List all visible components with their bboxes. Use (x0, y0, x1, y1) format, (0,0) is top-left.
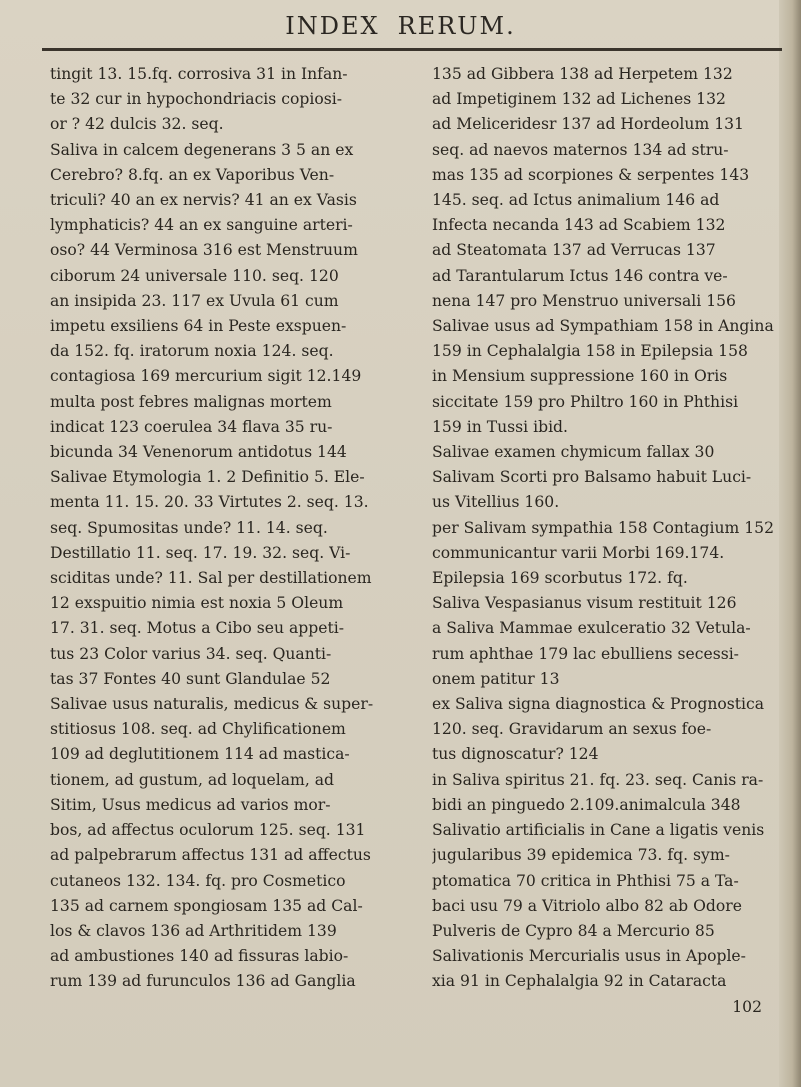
left-index-line: indicat 123 coerulea 34 flava 35 ru- (50, 417, 333, 436)
left-index-line: triculi? 40 an ex nervis? 41 an ex Vasis (50, 191, 357, 210)
left-index-line: tingit 13. 15.fq. corrosiva 31 in Infan- (50, 65, 348, 83)
left-index-line: tas 37 Fontes 40 sunt Glandulae 52 (50, 669, 331, 688)
left-index-line: stitiosus 108. seq. ad Chylificationem (50, 720, 346, 739)
left-index-line: 17. 31. seq. Motus a Cibo seu appeti- (50, 619, 345, 638)
left-index-line: multa post febres malignas mortem (50, 392, 332, 411)
left-index-line: cutaneos 132. 134. fq. pro Cosmetico (50, 871, 346, 890)
left-index-line: bicunda 34 Venenorum antidotus 144 (50, 443, 347, 462)
left-index-line: ad palpebrarum affectus 131 ad affectus (50, 846, 371, 865)
header-rule (42, 48, 782, 51)
left-index-line: 135 ad carnem spongiosam 135 ad Cal- (50, 896, 363, 915)
right-index-line: 135 ad Gibbera 138 ad Herpetem 132 (432, 65, 733, 83)
right-index-line: 102 (732, 997, 762, 1016)
left-index-line: impetu exsiliens 64 in Peste exspuen- (50, 317, 347, 336)
right-index-line: us Vitellius 160. (432, 493, 560, 512)
right-index-line: Infecta necanda 143 ad Scabiem 132 (432, 216, 726, 235)
right-index-line: a Saliva Mammae exulceratio 32 Vetula- (432, 619, 751, 638)
left-index-line: bos, ad affectus oculorum 125. seq. 131 (50, 821, 366, 840)
right-index-line: 120. seq. Gravidarum an sexus foe- (432, 720, 712, 739)
left-index-line: te 32 cur in hypochondriacis copiosi- (50, 90, 342, 109)
left-index-line: menta 11. 15. 20. 33 Virtutes 2. seq. 13. (50, 493, 369, 512)
right-index-line: Salivationis Mercurialis usus in Apople- (432, 947, 746, 966)
right-index-line: communicantur varii Morbi 169.174. (432, 543, 725, 562)
left-index-line: rum 139 ad furunculos 136 ad Ganglia (50, 972, 356, 991)
right-index-line: onem patitur 13 (432, 669, 560, 688)
right-index-line: siccitate 159 pro Philtro 160 in Phthisi (432, 392, 739, 411)
left-index-line: an insipida 23. 117 ex Uvula 61 cum (50, 291, 339, 310)
right-index-line: Salivatio artificialis in Cane a ligatis venis (432, 821, 765, 840)
left-index-line: da 152. fq. iratorum noxia 124. seq. (50, 342, 334, 361)
left-index-line: 109 ad deglutitionem 114 ad mastica- (50, 745, 350, 764)
left-index-line: tionem, ad gustum, ad loquelam, ad (50, 770, 335, 789)
left-index-line: or ? 42 dulcis 32. seq. (50, 115, 224, 134)
right-index-line: 145. seq. ad Ictus animalium 146 ad (432, 191, 720, 210)
right-index-line: xia 91 in Cephalalgia 92 in Cataracta (432, 972, 727, 991)
left-index-line: tus 23 Color varius 34. seq. Quanti- (50, 644, 332, 663)
left-index-line: ad ambustiones 140 ad fissuras labio- (50, 947, 349, 966)
right-index-line: ad Tarantularum Ictus 146 contra ve- (432, 266, 728, 285)
right-index-line: Epilepsia 169 scorbutus 172. fq. (432, 569, 688, 588)
header-word-index: INDEX (285, 12, 380, 40)
right-index-line: rum aphthae 179 lac ebulliens secessi- (432, 644, 739, 663)
right-index-line: ptomatica 70 critica in Phthisi 75 a Ta- (432, 871, 739, 890)
right-index-line: Salivae examen chymicum fallax 30 (432, 443, 715, 462)
right-index-line: Salivam Scorti pro Balsamo habuit Luci- (432, 468, 752, 487)
right-index-line: per Salivam sympathia 158 Contagium 152 (432, 518, 775, 537)
right-index-line: 159 in Cephalalgia 158 in Epilepsia 158 (432, 342, 748, 361)
right-index-line: ex Saliva signa diagnostica & Prognostica (432, 695, 765, 714)
running-header (0, 12, 801, 40)
left-index-line: Salivae usus naturalis, medicus & super- (50, 695, 374, 714)
right-index-line: seq. ad naevos maternos 134 ad stru- (432, 140, 729, 159)
left-index-line: oso? 44 Verminosa 316 est Menstruum (50, 241, 358, 260)
right-index-line: ad Steatomata 137 ad Verrucas 137 (432, 241, 716, 260)
header-word-rerum: RERUM. (397, 12, 516, 40)
index-column-right (432, 62, 780, 1020)
left-index-line: Saliva in calcem degenerans 3 5 an ex (50, 140, 354, 159)
right-index-line: in Saliva spiritus 21. fq. 23. seq. Canis ra- (432, 770, 764, 789)
right-index-line: 159 in Tussi ibid. (432, 417, 568, 436)
right-index-line: bidi an pinguedo 2.109.animalcula 348 (432, 795, 741, 814)
left-index-line: Salivae Etymologia 1. 2 Definitio 5. Ele- (50, 468, 365, 487)
left-index-line: Destillatio 11. seq. 17. 19. 32. seq. Vi- (50, 543, 351, 562)
right-index-line: Salivae usus ad Sympathiam 158 in Angina (432, 317, 774, 336)
left-index-line: Sitim, Usus medicus ad varios mor- (50, 795, 331, 814)
left-index-line: contagiosa 169 mercurium sigit 12.149 (50, 367, 362, 386)
right-index-line: in Mensium suppressione 160 in Oris (432, 367, 728, 386)
left-index-line: ciborum 24 universale 110. seq. 120 (50, 266, 339, 285)
page-edge-shadow (779, 0, 801, 1087)
right-index-line: ad Meliceridesr 137 ad Hordeolum 131 (432, 115, 744, 134)
right-index-line: ad Impetiginem 132 ad Lichenes 132 (432, 90, 726, 109)
right-index-line: nena 147 pro Menstruo universali 156 (432, 291, 736, 310)
right-index-line: baci usu 79 a Vitriolo albo 82 ab Odore (432, 896, 742, 915)
right-index-line: Pulveris de Cypro 84 a Mercurio 85 (432, 921, 715, 940)
right-index-line: jugularibus 39 epidemica 73. fq. sym- (432, 846, 730, 865)
left-index-line: seq. Spumositas unde? 11. 14. seq. (50, 518, 328, 537)
left-index-line: lymphaticis? 44 an ex sanguine arteri- (50, 216, 353, 235)
left-index-line: 12 exspuitio nimia est noxia 5 Oleum (50, 594, 344, 613)
right-index-line: mas 135 ad scorpiones & serpentes 143 (432, 165, 750, 184)
index-column-left (50, 62, 406, 995)
left-index-line: sciditas unde? 11. Sal per destillationem (50, 569, 372, 588)
left-index-line: Cerebro? 8.fq. an ex Vaporibus Ven- (50, 165, 335, 184)
right-index-line: tus dignoscatur? 124 (432, 745, 599, 764)
right-index-line: Saliva Vespasianus visum restituit 126 (432, 594, 737, 613)
left-index-line: los & clavos 136 ad Arthritidem 139 (50, 921, 337, 940)
